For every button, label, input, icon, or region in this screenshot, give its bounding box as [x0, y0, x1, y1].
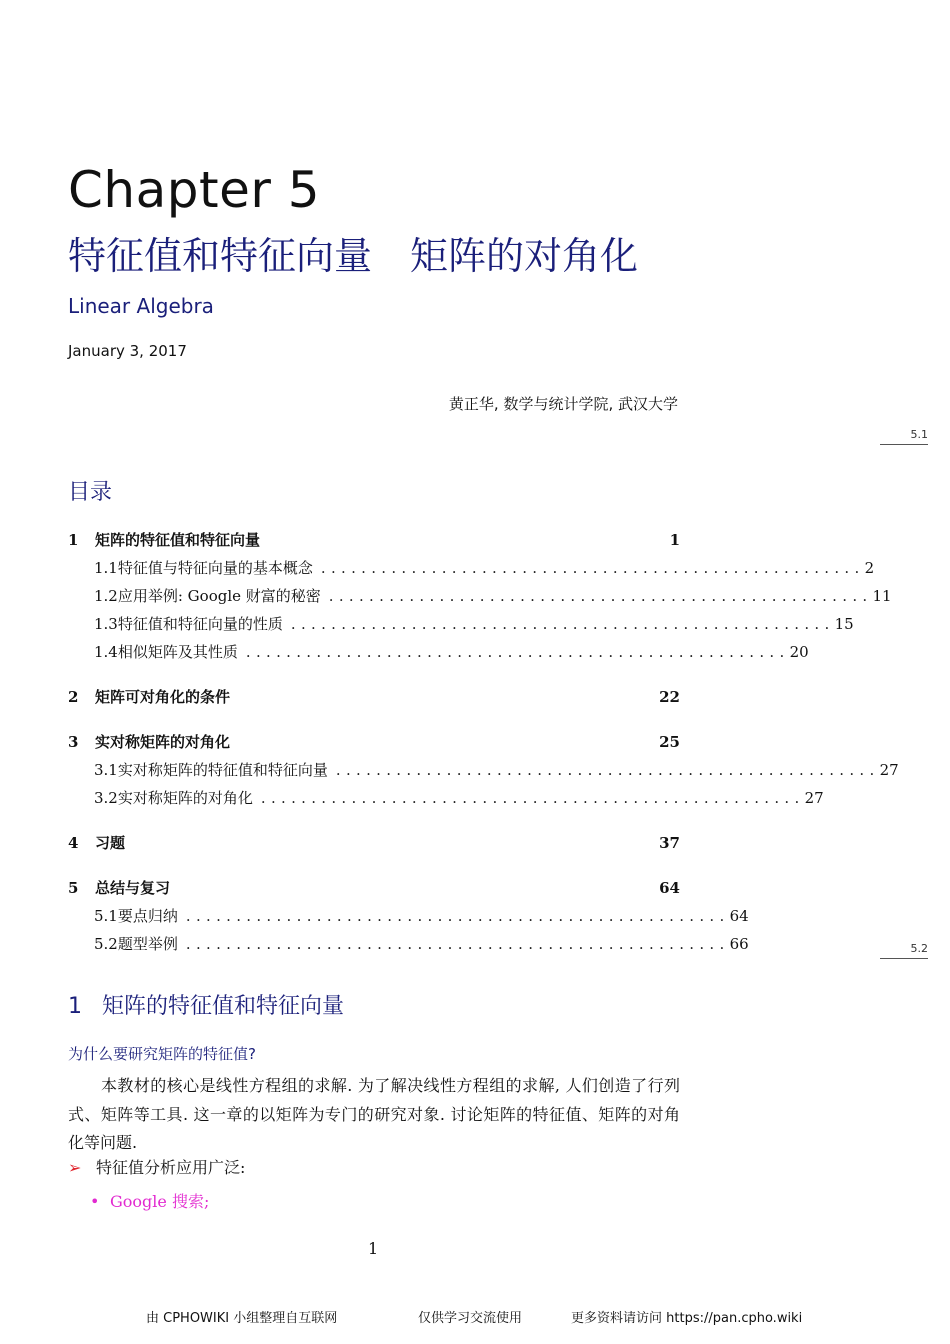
toc-subsection[interactable] — [68, 930, 749, 958]
toc-subsection[interactable] — [68, 582, 892, 610]
toc-subsection-title: 题型举例 — [117, 935, 178, 953]
toc-subsection-number: 1.3 — [94, 615, 118, 633]
toc-section-number: 5 — [68, 879, 79, 897]
toc-leader-dots: ...................................................... — [245, 643, 790, 661]
toc-subsection-number: 3.2 — [94, 789, 118, 807]
toc-subsection-number: 5.2 — [94, 935, 118, 953]
footer-middle: 仅供学习交流使用 — [418, 1311, 523, 1326]
chapter-label: Chapter 5 — [68, 161, 321, 219]
toc-section-number: 2 — [68, 688, 79, 706]
toc-leader-dots: ...................................................... — [320, 559, 865, 577]
section-title: 矩阵的特征值和特征向量 — [102, 994, 345, 1019]
toc-subsection-title: 特征值与特征向量的基本概念 — [117, 559, 313, 577]
table-of-contents — [68, 526, 899, 958]
toc-subsection-title: 实对称矩阵的对角化 — [117, 789, 253, 807]
toc-subsection-page: 11 — [872, 587, 892, 605]
slide-marker: 5.2 — [880, 942, 928, 959]
body-paragraph: 本教材的核心是线性方程组的求解. 为了解决线性方程组的求解, 人们创造了行列式、矩阵等工具. 这一章的以矩阵为专门的研究对象. 讨论矩阵的特征值、矩阵的对角化等问题. — [68, 1076, 680, 1152]
page-number: 1 — [368, 1239, 379, 1258]
footer-link[interactable]: 更多资料请访问 https://pan.cpho.wiki — [571, 1311, 803, 1326]
toc-section[interactable] — [68, 874, 680, 902]
toc-section-number: 1 — [68, 531, 79, 549]
toc-subsection-page: 27 — [804, 789, 824, 807]
toc-section[interactable] — [68, 728, 680, 756]
toc-section-title: 矩阵可对角化的条件 — [95, 688, 231, 706]
footer-left: 由 CPHOWIKI 小组整理自互联网 — [146, 1311, 338, 1326]
toc-section-title: 习题 — [95, 834, 126, 852]
toc-section-page: 64 — [659, 879, 680, 897]
toc-section-page: 25 — [659, 733, 680, 751]
toc-heading: 目录 — [68, 480, 113, 505]
toc-subsection-number: 3.1 — [94, 761, 118, 779]
toc-subsection-page: 27 — [879, 761, 899, 779]
toc-section[interactable] — [68, 683, 680, 711]
toc-subsection[interactable] — [68, 902, 749, 930]
arrow-list-item — [68, 1156, 245, 1180]
toc-section[interactable] — [68, 829, 680, 857]
toc-subsection-number: 1.2 — [94, 587, 118, 605]
toc-section-title: 总结与复习 — [95, 879, 171, 897]
toc-leader-dots: ...................................................... — [260, 789, 805, 807]
toc-subsection[interactable] — [68, 610, 854, 638]
toc-section-page: 22 — [659, 688, 680, 706]
toc-leader-dots: ...................................................... — [185, 935, 730, 953]
toc-subsection-number: 1.1 — [94, 559, 118, 577]
toc-leader-dots: ...................................................... — [185, 907, 730, 925]
toc-subsection-number: 1.4 — [94, 643, 118, 661]
toc-section-page: 1 — [669, 531, 680, 549]
toc-section-title: 矩阵的特征值和特征向量 — [95, 531, 261, 549]
chapter-title: 特征值和特征向量 矩阵的对角化 — [68, 234, 639, 278]
toc-subsection-title: 实对称矩阵的特征值和特征向量 — [117, 761, 328, 779]
slide-marker: 5.1 — [880, 428, 928, 445]
toc-section[interactable] — [68, 526, 680, 554]
toc-section-title: 实对称矩阵的对角化 — [95, 733, 231, 751]
toc-leader-dots: ...................................................... — [335, 761, 880, 779]
toc-leader-dots: ...................................................... — [328, 587, 873, 605]
toc-subsection-page: 20 — [789, 643, 809, 661]
toc-subsection-title: 应用举例: Google 财富的秘密 — [117, 587, 321, 605]
toc-leader-dots: ...................................................... — [290, 615, 835, 633]
arrow-item-text: 特征值分析应用广泛: — [96, 1158, 246, 1177]
arrow-bullet-icon: ➢ — [68, 1158, 82, 1177]
toc-subsection-page: 66 — [729, 935, 749, 953]
toc-subsection-title: 相似矩阵及其性质 — [117, 643, 238, 661]
section-heading — [68, 992, 344, 1022]
bullet-item-text: Google 搜索; — [110, 1192, 210, 1211]
toc-subsection-title: 要点归纳 — [117, 907, 178, 925]
bullet-list-item — [90, 1190, 209, 1214]
toc-section-page: 37 — [659, 834, 680, 852]
subtitle: Linear Algebra — [68, 294, 214, 318]
toc-subsection-page: 2 — [864, 559, 875, 577]
toc-subsection[interactable] — [68, 554, 875, 582]
toc-subsection-page: 64 — [729, 907, 749, 925]
toc-subsection-number: 5.1 — [94, 907, 118, 925]
section-number: 1 — [68, 994, 82, 1019]
bullet-dot-icon: • — [90, 1192, 100, 1211]
toc-subsection[interactable] — [68, 638, 809, 666]
date: January 3, 2017 — [68, 342, 187, 360]
toc-subsection-title: 特征值和特征向量的性质 — [117, 615, 283, 633]
toc-subsection-page: 15 — [834, 615, 854, 633]
author: 黄正华, 数学与统计学院, 武汉大学 — [448, 395, 678, 413]
subsection-question: 为什么要研究矩阵的特征值? — [68, 1045, 256, 1063]
toc-section-number: 3 — [68, 733, 79, 751]
toc-section-number: 4 — [68, 834, 79, 852]
toc-subsection[interactable] — [68, 784, 824, 812]
toc-subsection[interactable] — [68, 756, 899, 784]
